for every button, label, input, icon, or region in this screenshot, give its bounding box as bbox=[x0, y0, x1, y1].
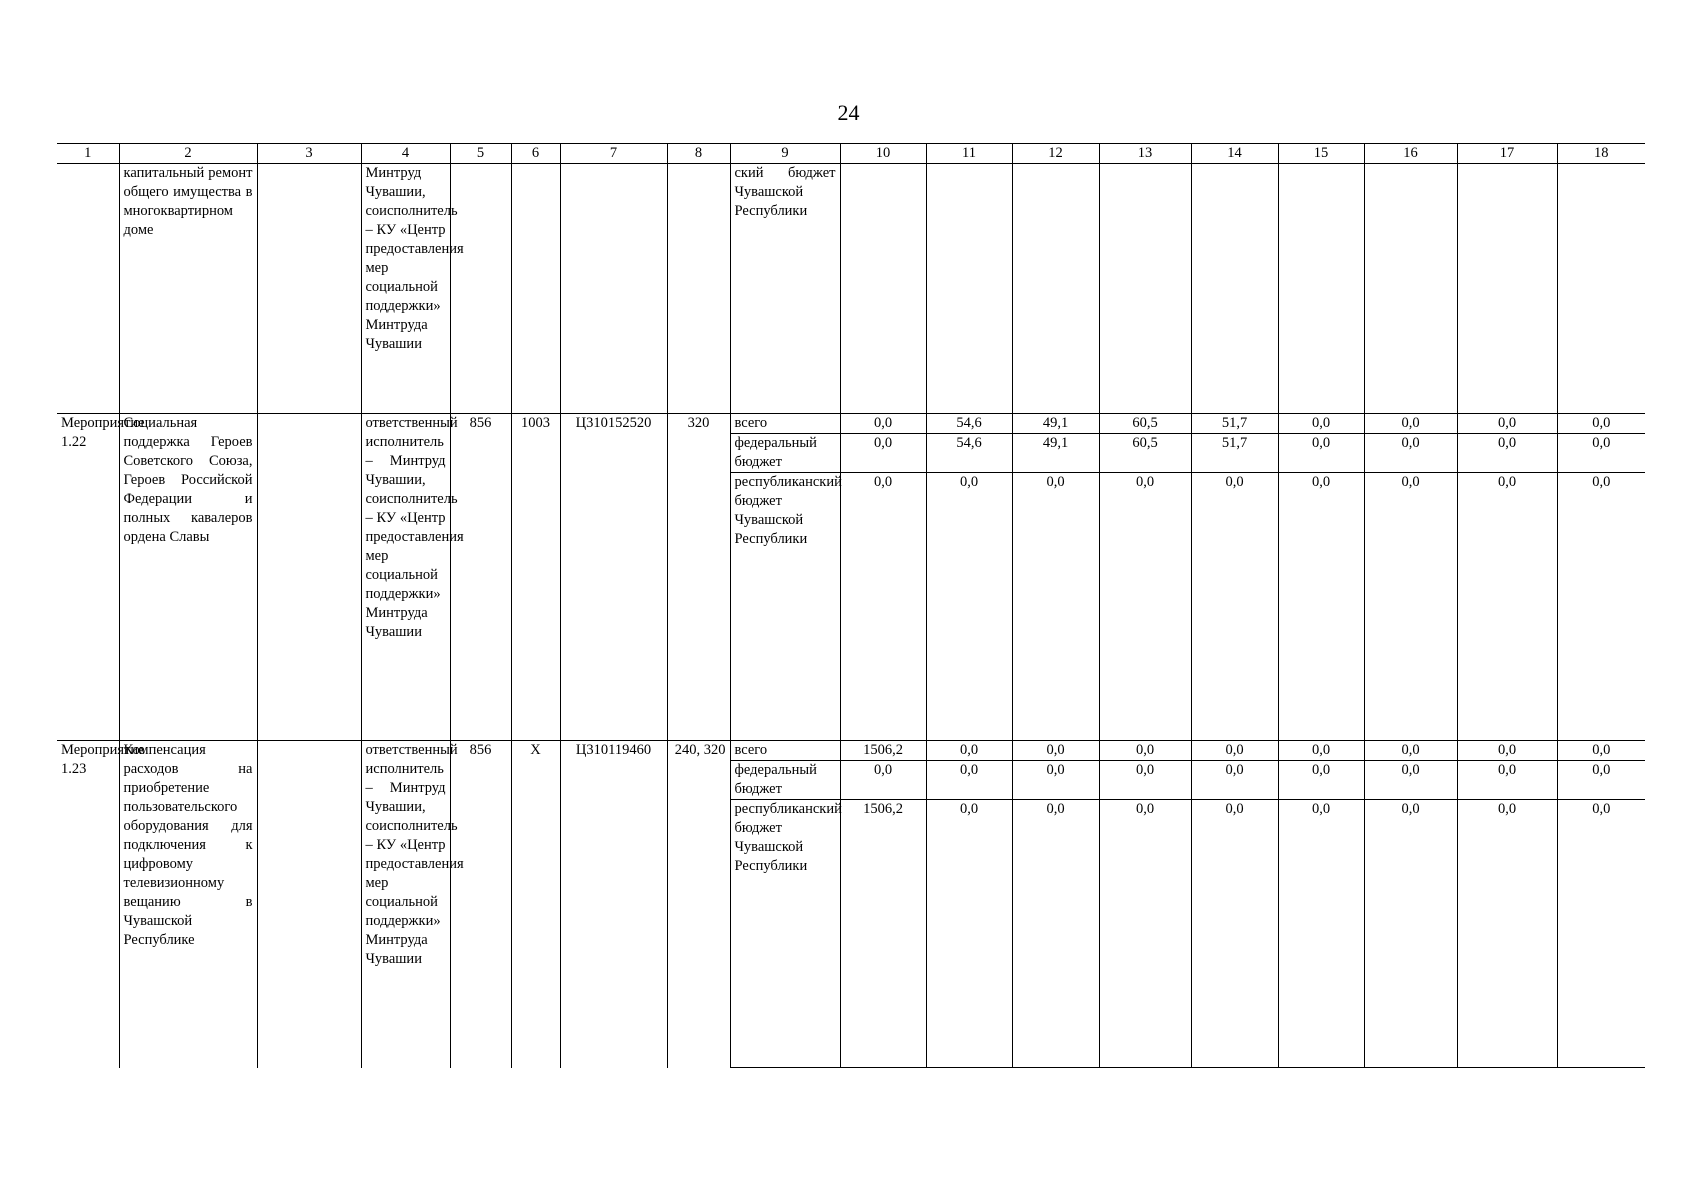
activity-col3 bbox=[257, 741, 361, 1068]
value-cell: 0,0 bbox=[926, 800, 1012, 1068]
value-cell: 0,0 bbox=[1012, 741, 1099, 761]
activity-col8: 320 bbox=[667, 414, 730, 741]
value-cell: 0,0 bbox=[1191, 761, 1278, 800]
activity-name: Компенсация расходов на приобретение пользовательского оборудования для подключения к цифровому телевизионному вещанию в Чувашской Республике bbox=[119, 741, 257, 1068]
column-number: 3 bbox=[257, 144, 361, 164]
continuation-name: капитальный ремонт общего имущества в многоквартирном доме bbox=[119, 164, 257, 414]
column-number-row bbox=[57, 144, 1645, 164]
column-number: 10 bbox=[840, 144, 926, 164]
funding-source: федеральный бюджет bbox=[730, 761, 840, 800]
value-cell: 49,1 bbox=[1012, 414, 1099, 434]
value-cell: 0,0 bbox=[1099, 800, 1191, 1068]
activity-col6: 1003 bbox=[511, 414, 560, 741]
activity-id: Мероприятие 1.22 bbox=[57, 414, 119, 741]
value-cell: 0,0 bbox=[1278, 414, 1364, 434]
funding-source: республиканский бюджет Чувашской Республики bbox=[730, 473, 840, 741]
activity-col6: Х bbox=[511, 741, 560, 1068]
funding-source: республиканский бюджет Чувашской Республики bbox=[730, 800, 840, 1068]
value-cell: 0,0 bbox=[1457, 434, 1557, 473]
value-cell: 0,0 bbox=[840, 761, 926, 800]
value-cell: 0,0 bbox=[1278, 434, 1364, 473]
column-number: 11 bbox=[926, 144, 1012, 164]
column-number: 6 bbox=[511, 144, 560, 164]
column-number: 9 bbox=[730, 144, 840, 164]
value-cell: 0,0 bbox=[1457, 473, 1557, 741]
activity-row bbox=[57, 414, 1645, 434]
value-cell: 0,0 bbox=[1191, 741, 1278, 761]
value-cell: 49,1 bbox=[1012, 434, 1099, 473]
value-cell: 0,0 bbox=[840, 434, 926, 473]
funding-source: всего bbox=[730, 414, 840, 434]
value-cell: 0,0 bbox=[1099, 473, 1191, 741]
activity-responsible: ответственный исполнитель – Минтруд Чувашии, соисполнитель – КУ «Центр предоставления мер социальной поддержки» Минтруда Чувашии bbox=[361, 414, 450, 741]
value-cell: 0,0 bbox=[1278, 741, 1364, 761]
program-table bbox=[57, 143, 1645, 1068]
value-cell: 0,0 bbox=[1278, 800, 1364, 1068]
value-cell: 0,0 bbox=[1557, 414, 1645, 434]
value-cell: 0,0 bbox=[1364, 473, 1457, 741]
value-cell: 0,0 bbox=[1012, 761, 1099, 800]
value-cell: 0,0 bbox=[1191, 473, 1278, 741]
funding-source: всего bbox=[730, 741, 840, 761]
value-cell: 1506,2 bbox=[840, 800, 926, 1068]
value-cell: 0,0 bbox=[1457, 761, 1557, 800]
value-cell: 0,0 bbox=[926, 473, 1012, 741]
value-cell: 51,7 bbox=[1191, 434, 1278, 473]
activity-name: Социальная поддержка Героев Советского Союза, Героев Российской Федерации и полных кавалеров ордена Славы bbox=[119, 414, 257, 741]
column-number: 15 bbox=[1278, 144, 1364, 164]
value-cell: 0,0 bbox=[1457, 741, 1557, 761]
column-number: 8 bbox=[667, 144, 730, 164]
value-cell: 0,0 bbox=[1364, 434, 1457, 473]
value-cell: 0,0 bbox=[1191, 800, 1278, 1068]
column-number: 5 bbox=[450, 144, 511, 164]
activity-id: Мероприятие 1.23 bbox=[57, 741, 119, 1068]
value-cell: 0,0 bbox=[1364, 761, 1457, 800]
column-number: 4 bbox=[361, 144, 450, 164]
column-number: 2 bbox=[119, 144, 257, 164]
value-cell: 60,5 bbox=[1099, 414, 1191, 434]
value-cell: 0,0 bbox=[1364, 414, 1457, 434]
value-cell: 51,7 bbox=[1191, 414, 1278, 434]
value-cell: 54,6 bbox=[926, 434, 1012, 473]
value-cell: 0,0 bbox=[1364, 800, 1457, 1068]
column-number: 13 bbox=[1099, 144, 1191, 164]
value-cell: 0,0 bbox=[1364, 741, 1457, 761]
value-cell: 0,0 bbox=[926, 741, 1012, 761]
value-cell: 0,0 bbox=[1099, 741, 1191, 761]
value-cell: 0,0 bbox=[1278, 473, 1364, 741]
activity-col3 bbox=[257, 414, 361, 741]
activity-responsible: ответственный исполнитель – Минтруд Чувашии, соисполнитель – КУ «Центр предоставления мер социальной поддержки» Минтруда Чувашии bbox=[361, 741, 450, 1068]
column-number: 1 bbox=[57, 144, 119, 164]
value-cell: 0,0 bbox=[1457, 414, 1557, 434]
column-number: 17 bbox=[1457, 144, 1557, 164]
activity-col5: 856 bbox=[450, 414, 511, 741]
value-cell: 0,0 bbox=[1557, 473, 1645, 741]
value-cell: 0,0 bbox=[1557, 800, 1645, 1068]
value-cell: 0,0 bbox=[1278, 761, 1364, 800]
continuation-responsible: Минтруд Чувашии, соисполнитель – КУ «Центр предоставления мер социальной поддержки» Минтруда Чувашии bbox=[361, 164, 450, 414]
value-cell: 0,0 bbox=[1012, 800, 1099, 1068]
value-cell: 0,0 bbox=[840, 473, 926, 741]
value-cell: 0,0 bbox=[1557, 761, 1645, 800]
column-number: 12 bbox=[1012, 144, 1099, 164]
value-cell: 0,0 bbox=[1557, 741, 1645, 761]
column-number: 18 bbox=[1557, 144, 1645, 164]
value-cell: 0,0 bbox=[1557, 434, 1645, 473]
value-cell: 60,5 bbox=[1099, 434, 1191, 473]
value-cell: 0,0 bbox=[926, 761, 1012, 800]
column-number: 16 bbox=[1364, 144, 1457, 164]
activity-row bbox=[57, 741, 1645, 761]
value-cell: 0,0 bbox=[1012, 473, 1099, 741]
column-number: 7 bbox=[560, 144, 667, 164]
value-cell: 54,6 bbox=[926, 414, 1012, 434]
page-number: 24 bbox=[837, 100, 860, 125]
value-cell: 1506,2 bbox=[840, 741, 926, 761]
continuation-row bbox=[57, 164, 1645, 414]
activity-col7: Ц310152520 bbox=[560, 414, 667, 741]
continuation-source: ский бюджет Чувашской Республики bbox=[730, 164, 840, 414]
value-cell: 0,0 bbox=[1099, 761, 1191, 800]
funding-source: федеральный бюджет bbox=[730, 434, 840, 473]
activity-col8: 240, 320 bbox=[667, 741, 730, 1068]
activity-col5: 856 bbox=[450, 741, 511, 1068]
activity-col7: Ц310119460 bbox=[560, 741, 667, 1068]
value-cell: 0,0 bbox=[840, 414, 926, 434]
value-cell: 0,0 bbox=[1457, 800, 1557, 1068]
column-number: 14 bbox=[1191, 144, 1278, 164]
